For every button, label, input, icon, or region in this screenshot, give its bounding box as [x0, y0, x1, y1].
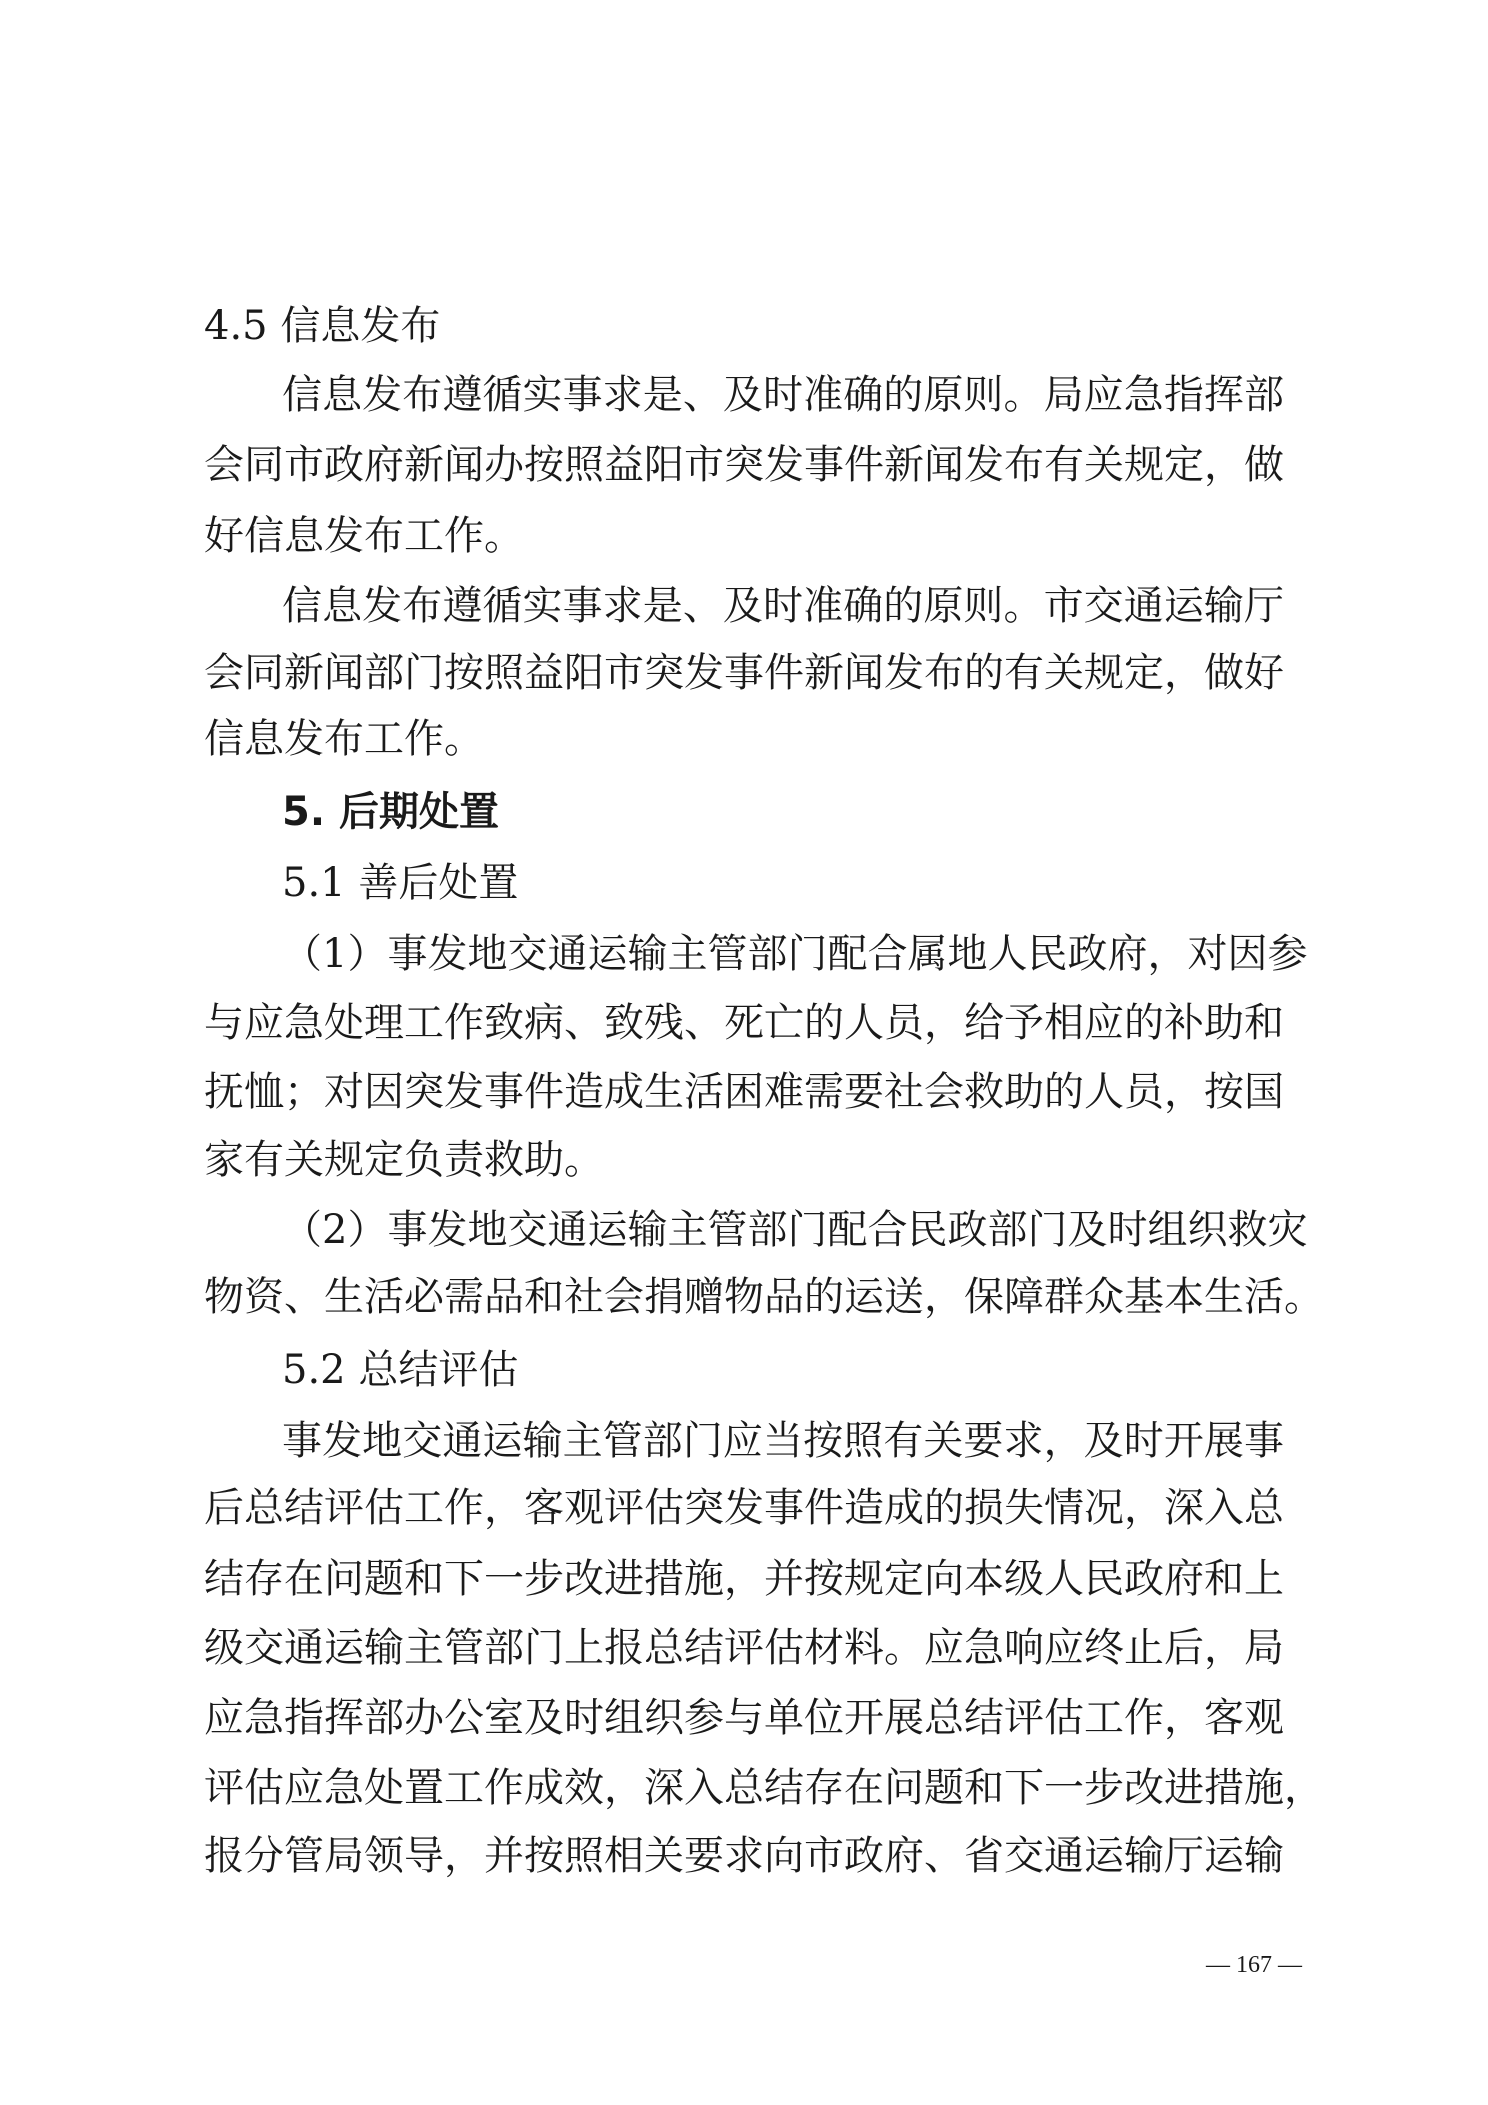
paragraph-line: 报分管局领导，并按照相关要求向市政府、省交通运输厅运输 [204, 1833, 1284, 1879]
paragraph-line: 信息发布工作。 [204, 716, 484, 762]
paragraph-line: 抚恤；对因突发事件造成生活困难需要社会救助的人员，按国 [204, 1069, 1284, 1115]
section-heading-5: 5. 后期处置 [282, 789, 499, 835]
paragraph-line: 级交通运输主管部门上报总结评估材料。应急响应终止后，局 [204, 1625, 1284, 1671]
paragraph-line: 与应急处理工作致病、致残、死亡的人员，给予相应的补助和 [204, 1000, 1284, 1046]
paragraph-line: 事发地交通运输主管部门应当按照有关要求，及时开展事 [282, 1418, 1284, 1464]
paragraph-line: 信息发布遵循实事求是、及时准确的原则。局应急指挥部 [282, 372, 1284, 418]
paragraph-line: （2）事发地交通运输主管部门配合民政部门及时组织救灾 [282, 1207, 1308, 1253]
page-number: — 167 — [1206, 1952, 1302, 1978]
paragraph-line: 好信息发布工作。 [204, 513, 524, 559]
paragraph-line: 评估应急处置工作成效，深入总结存在问题和下一步改进措施， [204, 1765, 1324, 1811]
section-heading-4-5: 4.5 信息发布 [204, 303, 441, 349]
paragraph-line: 家有关规定负责救助。 [204, 1137, 604, 1183]
paragraph-line: 后总结评估工作，客观评估突发事件造成的损失情况，深入总 [204, 1485, 1284, 1531]
section-heading-5-1: 5.1 善后处置 [282, 860, 519, 906]
paragraph-line: 结存在问题和下一步改进措施，并按规定向本级人民政府和上 [204, 1556, 1284, 1602]
paragraph-line: 物资、生活必需品和社会捐赠物品的运送，保障群众基本生活。 [204, 1274, 1324, 1320]
paragraph-line: 应急指挥部办公室及时组织参与单位开展总结评估工作，客观 [204, 1695, 1284, 1741]
paragraph-line: 会同新闻部门按照益阳市突发事件新闻发布的有关规定，做好 [204, 650, 1284, 696]
paragraph-line: 信息发布遵循实事求是、及时准确的原则。市交通运输厅 [282, 583, 1284, 629]
section-heading-5-2: 5.2 总结评估 [282, 1347, 519, 1393]
paragraph-line: 会同市政府新闻办按照益阳市突发事件新闻发布有关规定，做 [204, 442, 1284, 488]
paragraph-line: （1）事发地交通运输主管部门配合属地人民政府，对因参 [282, 931, 1308, 977]
